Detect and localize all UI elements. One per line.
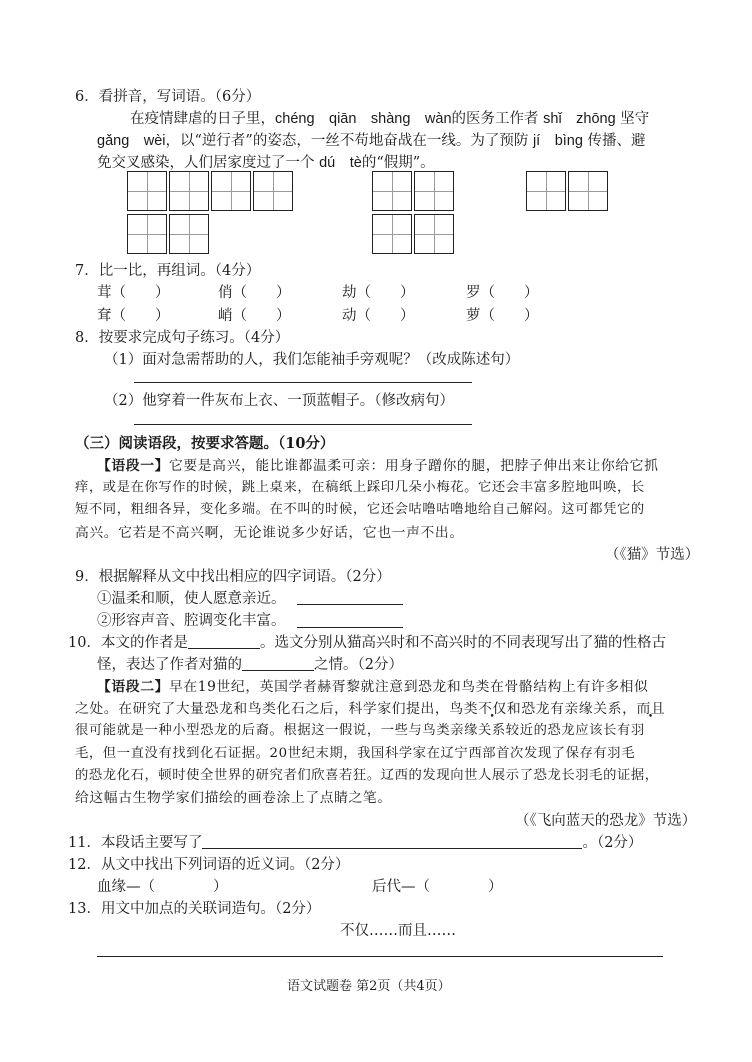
answer-box[interactable] — [169, 214, 209, 254]
answer-line[interactable] — [97, 956, 663, 957]
q7-title: 7．比一比，再组词。（4分） — [75, 263, 261, 279]
answer-line[interactable] — [297, 627, 403, 628]
q12-item[interactable]: 血缘—（ ） — [97, 879, 228, 895]
passage1-line: 短不同，粗细各异，变化多端。在不叫的时候，它还会咕噜咕噜地给自己解闷。这可都凭它的 — [75, 502, 645, 517]
q7-item[interactable]: 劫（ ） — [342, 285, 415, 301]
q10-text: 。选文分别从猫高兴时和不高兴时的不同表现写出了猫的性格古 — [259, 635, 666, 651]
q6-text: 的医务工作者 — [451, 111, 539, 127]
passage2-line — [75, 697, 665, 717]
passage-label: 【语段一】 — [97, 458, 169, 474]
answer-line[interactable] — [202, 834, 582, 849]
q6-line1 — [130, 107, 649, 128]
q10-line1 — [68, 631, 666, 652]
answer-line[interactable] — [297, 604, 403, 605]
q10-line2 — [97, 653, 403, 674]
answer-box[interactable] — [526, 171, 566, 211]
q9-title: 9．根据解释从文中找出相应的四字词语。（2分） — [75, 569, 391, 585]
answer-line[interactable] — [134, 424, 472, 425]
passage-text: 它要是高兴，能比谁都温柔可亲：用身子蹭你的腿，把脖子伸出来让你给它抓 — [168, 458, 659, 474]
q7-item[interactable]: 茸（ ） — [97, 285, 170, 301]
q7-item[interactable]: 萝（ ） — [466, 308, 539, 324]
pinyin: gǎng wèi — [97, 133, 166, 149]
passage-label: 【语段二】 — [97, 679, 169, 695]
q8-title: 8．按要求完成句子练习。（4分） — [75, 330, 290, 346]
q12-item[interactable]: 后代—（ ） — [372, 879, 503, 895]
q9-b: ②形容声音、腔调变化丰富。 — [97, 613, 286, 629]
answer-box[interactable] — [253, 171, 293, 211]
q7-item[interactable]: 耷（ ） — [97, 308, 170, 324]
q8-sentence-1: （1）面对急需帮助的人，我们怎能袖手旁观呢？（改成陈述句） — [104, 352, 520, 368]
q6-text: 传播、避 — [587, 133, 646, 149]
answer-box[interactable] — [414, 171, 454, 211]
answer-box[interactable] — [211, 171, 251, 211]
q13-words: 不仅……而且…… — [340, 923, 456, 939]
answer-line[interactable] — [242, 656, 314, 671]
answer-line[interactable] — [134, 382, 472, 383]
answer-box[interactable] — [414, 214, 454, 254]
dotted-conjunction: 不仅 — [478, 701, 507, 717]
q10-text: 怪，表达了作者对猫的 — [97, 657, 242, 673]
source: （《猫》节选） — [605, 547, 700, 563]
q6-text: 免交叉感染，人们居家度过了一个 — [97, 155, 315, 171]
pinyin: dú tè — [319, 155, 362, 171]
answer-box[interactable] — [169, 171, 209, 211]
q7-item[interactable]: 俏（ ） — [218, 285, 291, 301]
passage2-line: 的恐龙化石，顿时使全世界的研究者们欣喜若狂。辽西的发现向世人展示了恐龙长羽毛的证据， — [75, 768, 659, 783]
q10-text: 10．本文的作者是 — [68, 635, 188, 651]
passage-text: 之处。在研究了大量恐龙和鸟类化石之后，科学家们提出，鸟类 — [75, 701, 479, 717]
passage1-line: 高兴。它若是不高兴啊，无论谁说多少好话，它也一声不出。 — [75, 525, 464, 541]
passage-text: 和恐龙有亲缘关系， — [506, 701, 637, 717]
q6-text: ，以“逆行者”的姿态，一丝不苟地奋战在一线。为了预防 — [165, 133, 529, 149]
passage1-line: 痒，或是在你写作的时候，跳上桌来，在稿纸上踩印几朵小梅花。它还会丰富多腔地叫唤，长 — [75, 480, 645, 495]
q11-text: 11．本段话主要写了 — [68, 835, 203, 851]
q13-title: 13．用文中加点的关联词造句。（2分） — [68, 901, 321, 917]
passage2-line: 很可能就是一种小型恐龙的后裔。根据这一假说，一些与鸟类亲缘关系较近的恐龙应该长有羽 — [75, 723, 645, 738]
passage1-line — [97, 454, 658, 474]
q6-title: 6．看拼音，写词语。（6分） — [75, 89, 261, 105]
passage2-line — [97, 675, 648, 695]
q11-text: 。（2分） — [582, 835, 643, 851]
answer-box[interactable] — [372, 171, 412, 211]
pinyin: shǐ zhōng — [543, 111, 616, 127]
source: （《飞向蓝天的恐龙》节选） — [515, 813, 697, 829]
q6-line3 — [97, 151, 435, 172]
q7-item[interactable]: 峭（ ） — [218, 308, 291, 324]
q6-text: 的“假期”。 — [361, 155, 435, 171]
answer-box[interactable] — [127, 214, 167, 254]
answer-box[interactable] — [372, 214, 412, 254]
pinyin: chéng qiān shàng wàn — [275, 111, 452, 127]
q6-text: 在疫情肆虐的日子里， — [130, 111, 275, 127]
q10-text: 之情。（2分） — [314, 657, 403, 673]
q7-item[interactable]: 罗（ ） — [466, 285, 539, 301]
passage-text: 早在19世纪，英国学者赫胥黎就注意到恐龙和鸟类在骨骼结构上有许多相似 — [168, 679, 649, 695]
passage2-line: 毛，但一直没有找到化石证据。20世纪末期，我国科学家在辽宁西部首次发现了保存有羽毛 — [75, 746, 636, 761]
q7-item[interactable]: 动（ ） — [342, 308, 415, 324]
pinyin: jí bìng — [532, 133, 583, 149]
answer-line[interactable] — [188, 634, 260, 649]
section-title: （三）阅读语段，按要求答题。（10分） — [75, 435, 335, 452]
dotted-conjunction: 而且 — [636, 701, 666, 717]
q11-line — [68, 831, 642, 852]
answer-box[interactable] — [568, 171, 608, 211]
q12-title: 12．从文中找出下列词语的近义词。（2分） — [68, 857, 350, 873]
answer-box[interactable] — [127, 171, 167, 211]
passage2-line: 给这幅古生物学家们描绘的画卷涂上了点睛之笔。 — [75, 790, 392, 806]
q8-sentence-2: （2）他穿着一件灰布上衣、一顶蓝帽子。（修改病句） — [104, 393, 454, 409]
q6-text: 坚守 — [620, 111, 650, 127]
q6-line2 — [97, 129, 646, 150]
q9-a: ①温柔和顺，使人愿意亲近。 — [97, 591, 286, 607]
page-footer: 语文试题卷 第2页（共4页） — [287, 979, 451, 994]
